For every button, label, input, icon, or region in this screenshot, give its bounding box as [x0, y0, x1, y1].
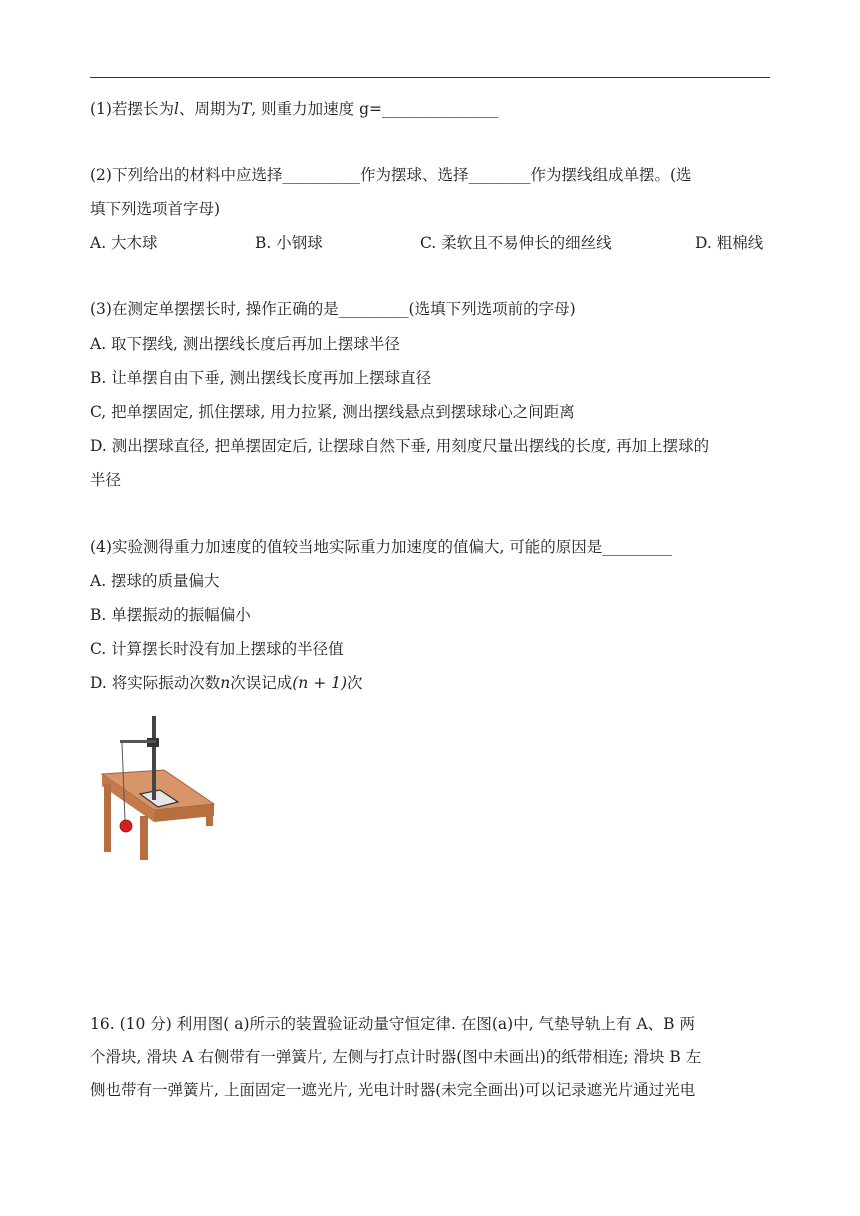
q3-option-b: B. 让单摆自由下垂, 测出摆线长度再加上摆球直径 [90, 369, 432, 387]
q2-option-d: D. 粗棉线 [695, 234, 764, 252]
q2-line1: (2)下列给出的材料中应选择__________作为摆球、选择________作为摆线组成单摆。(选 [90, 166, 692, 184]
q2-line2: 填下列选项首字母) [90, 200, 221, 218]
header-rule [90, 77, 770, 78]
q1-prefix: (1)若摆长为 [90, 100, 174, 118]
q4-stem: (4)实验测得重力加速度的值较当地实际重力加速度的值偏大, 可能的原因是_________ [90, 538, 673, 556]
q16-line3: 侧也带有一弹簧片, 上面固定一遮光片, 光电计时器(未完全画出)可以记录遮光片通过光电 [90, 1081, 696, 1099]
q1-var-T: T [240, 100, 252, 118]
q4-option-c: C. 计算摆长时没有加上摆球的半径值 [90, 640, 344, 658]
q2-option-c: C. 柔软且不易伸长的细丝线 [420, 234, 612, 252]
table-leg-left [104, 784, 111, 852]
q2-option-a: A. 大木球 [90, 234, 158, 252]
pendulum-apparatus-figure [100, 712, 218, 862]
q1-suffix: , 则重力加速度 g=_______________ [251, 100, 499, 118]
q4-option-b: B. 单摆振动的振幅偏小 [90, 606, 251, 624]
table-leg-right [206, 812, 213, 826]
q2-option-b: B. 小钢球 [255, 234, 323, 252]
q4-option-a: A. 摆球的质量偏大 [90, 572, 220, 590]
q16-line2: 个滑块, 滑块 A 右侧带有一弹簧片, 左侧与打点计时器(图中未画出)的纸带相连; 滑块 B 左 [90, 1048, 702, 1066]
q3-option-a: A. 取下摆线, 测出摆线长度后再加上摆球半径 [90, 335, 400, 353]
q4-option-d-prefix: D. 将实际振动次数 [90, 674, 221, 692]
q4-option-d-suffix: 次 [347, 674, 363, 692]
q3-option-d-cont: 半径 [90, 471, 122, 489]
pendulum-ball [120, 820, 132, 832]
q3-option-c: C, 把单摆固定, 抓住摆球, 用力拉紧, 测出摆线悬点到摆球球心之间距离 [90, 403, 575, 421]
table-leg-front [140, 816, 148, 860]
q4-option-d-expr: (n + 1) [292, 674, 348, 692]
q3-option-d: D. 测出摆球直径, 把单摆固定后, 让摆球自然下垂, 用刻度尺量出摆线的长度, 再加上摆球的 [90, 437, 710, 455]
q4-option-d [90, 672, 363, 694]
q3-stem: (3)在测定单摆摆长时, 操作正确的是_________(选填下列选项前的字母) [90, 300, 576, 318]
q1-line [90, 98, 498, 120]
q1-mid: 、周期为 [178, 100, 241, 118]
stand-pole [152, 716, 156, 800]
q1-var-l: l [173, 100, 179, 118]
q16-line1: 16. (10 分) 利用图( a)所示的装置验证动量守恒定律. 在图(a)中, 气垫导轨上有 A、B 两 [90, 1015, 695, 1033]
q4-option-d-var: n [220, 674, 231, 692]
q4-option-d-mid: 次误记成 [230, 674, 293, 692]
stand-arm [120, 740, 156, 743]
